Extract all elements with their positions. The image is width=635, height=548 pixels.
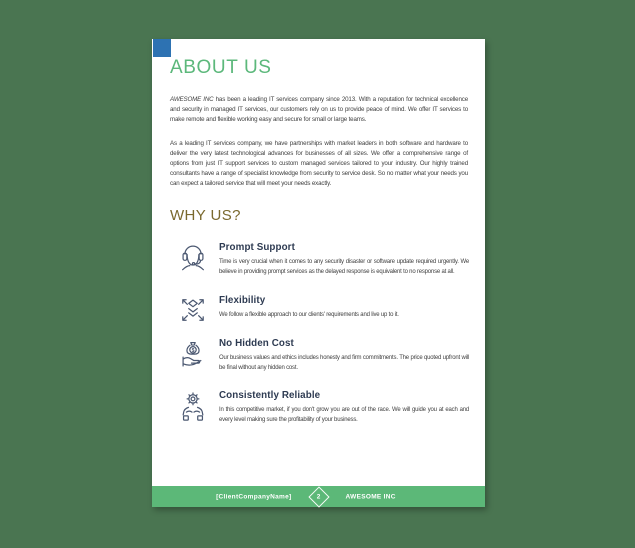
feature-title: Flexibility	[219, 295, 266, 306]
hands-holding-gear-icon	[176, 388, 212, 424]
feature-description: In this competitive market, if you don't grow you are out of the race. We will guide you at each and every level making sure the profitability of your business.	[219, 407, 469, 423]
company-name-italic: AWESOME INC	[170, 96, 214, 103]
feature-title: No Hidden Cost	[219, 338, 294, 349]
about-paragraph-1-text: has been a leading IT services company since 2013. With a reputation for technical excellence and security in managed IT services, our customers rely on us to provide peace of mind. We offer IT services to make remote and flexible working easy and secure for small or large teams.	[170, 96, 469, 123]
feature-flexibility	[176, 293, 470, 329]
page-number: 2	[316, 493, 321, 500]
footer-client-company: [ClientCompanyName]	[216, 493, 292, 500]
footer-company-name: AWESOME INC	[345, 493, 396, 500]
why-us-heading: WHY US?	[170, 207, 241, 224]
document-page	[152, 39, 485, 507]
svg-text:$: $	[191, 347, 195, 354]
feature-prompt-support	[176, 240, 470, 277]
feature-description: Our business values and ethics includes honesty and firm commitments. The price quoted upfront will be final without any hidden cost.	[219, 355, 469, 371]
feature-text	[219, 240, 470, 277]
flexibility-arrows-icon	[176, 293, 212, 329]
feature-consistently-reliable	[176, 388, 470, 425]
corner-accent-square	[153, 39, 171, 57]
feature-text	[219, 388, 470, 425]
about-paragraph-2: As a leading IT services company, we have partnerships with market leaders in both software and hardware to deliver the very latest technological advances for businesses of all sizes. We offer a comprehensive range of options from just IT support services to custom managed services tailored to your industry. Our highly trained consultants have a range of specialist knowledge from security to service desk. So no matter what your needs you can expect a tailored service that will meet your needs exactly.	[170, 140, 468, 187]
about-paragraph-1	[170, 95, 468, 125]
money-in-hand-icon	[176, 336, 212, 372]
feature-description: Time is very crucial when it comes to any security disaster or software update required urgently. We believe in providing prompt services as the delayed response is equivalent to no response at all.	[219, 259, 469, 275]
feature-text	[219, 293, 470, 329]
feature-no-hidden-cost	[176, 336, 470, 373]
feature-text	[219, 336, 470, 373]
feature-title: Prompt Support	[219, 242, 295, 253]
feature-description: We follow a flexible approach to our clients' requirements and live up to it.	[219, 312, 399, 318]
footer-bar	[152, 486, 485, 507]
headset-support-icon	[176, 240, 212, 276]
feature-title: Consistently Reliable	[219, 390, 321, 401]
about-us-heading: ABOUT US	[170, 57, 272, 78]
